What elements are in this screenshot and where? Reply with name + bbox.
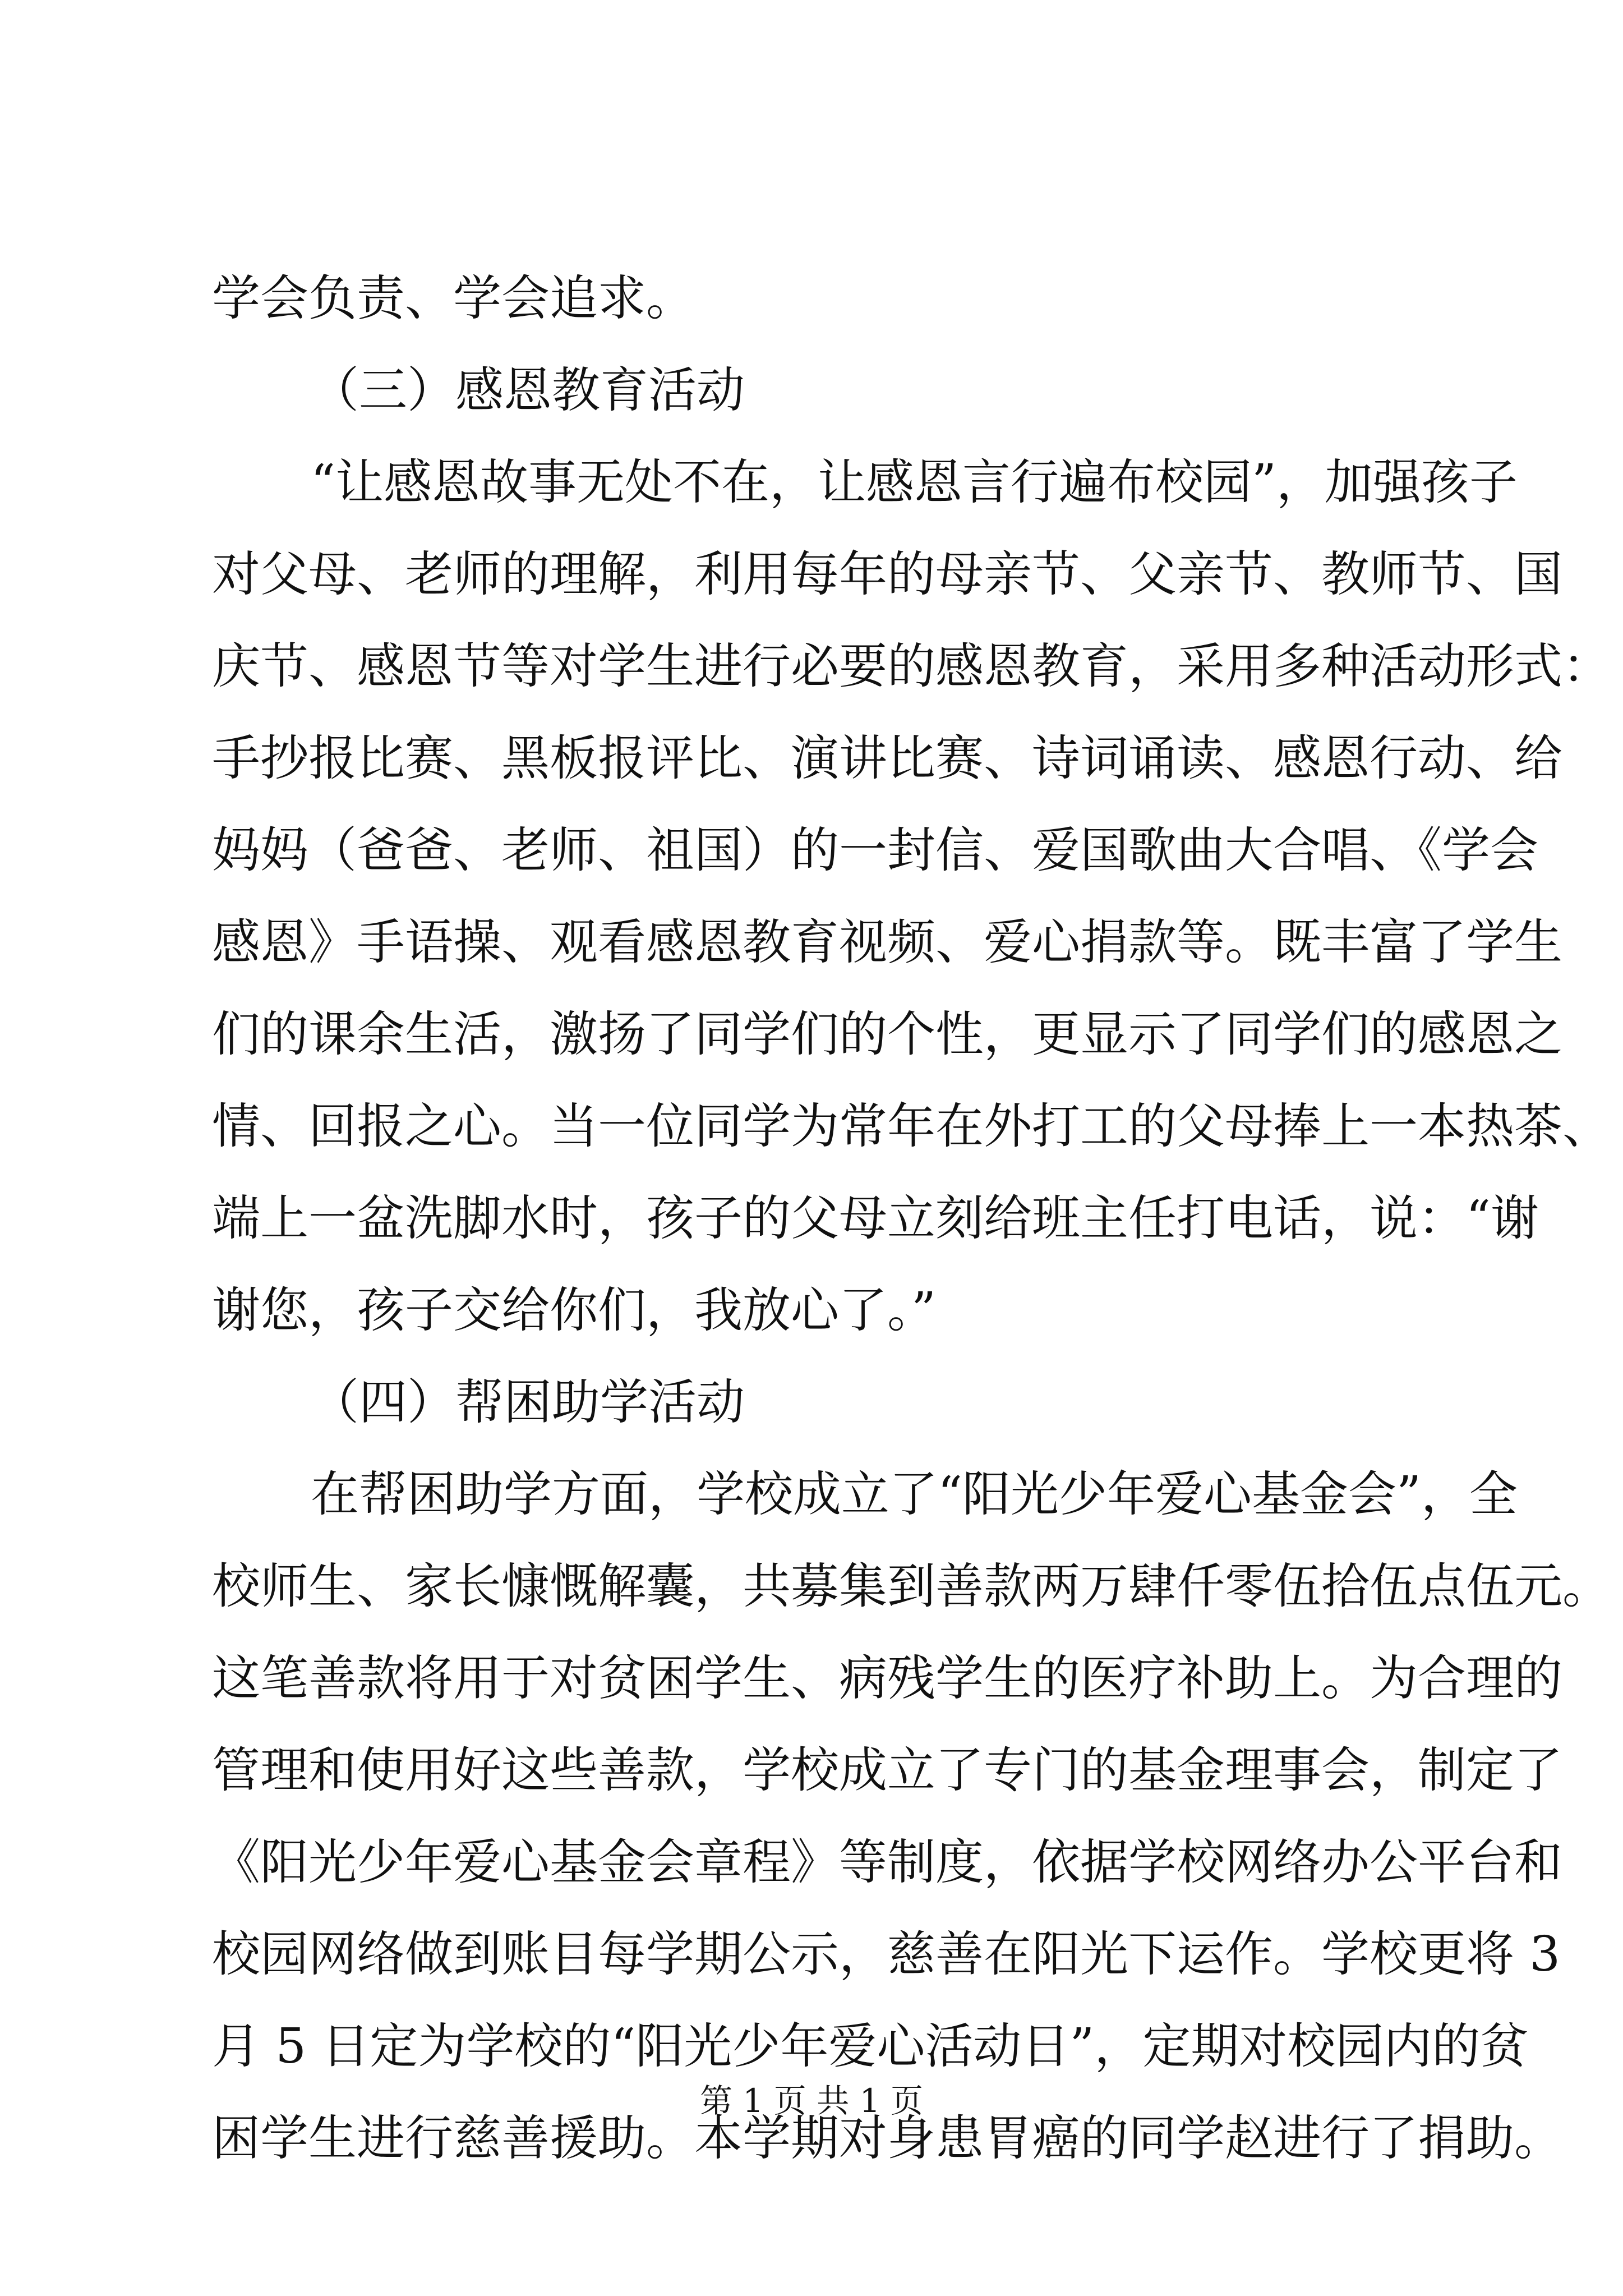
text-line: 妈妈（爸爸、老师、祖国）的一封信、爱国歌曲大合唱、《学会 (212, 822, 1538, 878)
text-line: “让感恩故事无处不在，让感恩言行遍布校园”，加强孩子 (311, 454, 1518, 510)
document-body (212, 252, 1611, 2184)
section-heading: （三）感恩教育活动 (311, 362, 745, 418)
text-line: 端上一盆洗脚水时，孩子的父母立刻给班主任打电话，说：“谢 (212, 1190, 1539, 1246)
text-line: 们的课余生活，激扬了同学们的个性，更显示了同学们的感恩之 (212, 1006, 1562, 1062)
text-line: 校师生、家长慷慨解囊，共募集到善款两万肆仟零伍拾伍点伍元。 (212, 1558, 1611, 1614)
text-line: 困学生进行慈善援助。本学期对身患胃癌的同学赵进行了捐助。 (212, 2110, 1562, 2166)
text-line: 情、回报之心。当一位同学为常年在外打工的父母捧上一本热茶、 (212, 1098, 1611, 1154)
text-line: 感恩》手语操、观看感恩教育视频、爱心捐款等。既丰富了学生 (212, 914, 1562, 970)
text-line: 对父母、老师的理解，利用每年的母亲节、父亲节、教师节、国 (212, 546, 1562, 602)
text-line: 管理和使用好这些善款，学校成立了专门的基金理事会，制定了 (212, 1742, 1562, 1798)
text-line: 这笔善款将用于对贫困学生、病残学生的医疗补助上。为合理的 (212, 1650, 1562, 1706)
text-line: 《阳光少年爱心基金会章程》等制度，依据学校网络办公平台和 (212, 1834, 1562, 1890)
text-line: 月 5 日定为学校的“阳光少年爱心活动日”，定期对校园内的贫 (212, 2018, 1529, 2074)
text-line: 在帮困助学方面，学校成立了“阳光少年爱心基金会”，全 (311, 1466, 1518, 1522)
text-line: 谢您，孩子交给你们，我放心了。” (212, 1282, 936, 1338)
section-heading: （四）帮困助学活动 (311, 1374, 745, 1430)
text-line: 学会负责、学会追求。 (212, 270, 694, 326)
text-line: 校园网络做到账目每学期公示，慈善在阳光下运作。学校更将 3 (212, 1926, 1561, 1982)
text-line: 庆节、感恩节等对学生进行必要的感恩教育，采用多种活动形式： (212, 638, 1611, 694)
page-number-footer: 第 1 页 共 1 页 (700, 2082, 923, 2120)
text-line: 手抄报比赛、黑板报评比、演讲比赛、诗词诵读、感恩行动、给 (212, 730, 1562, 786)
